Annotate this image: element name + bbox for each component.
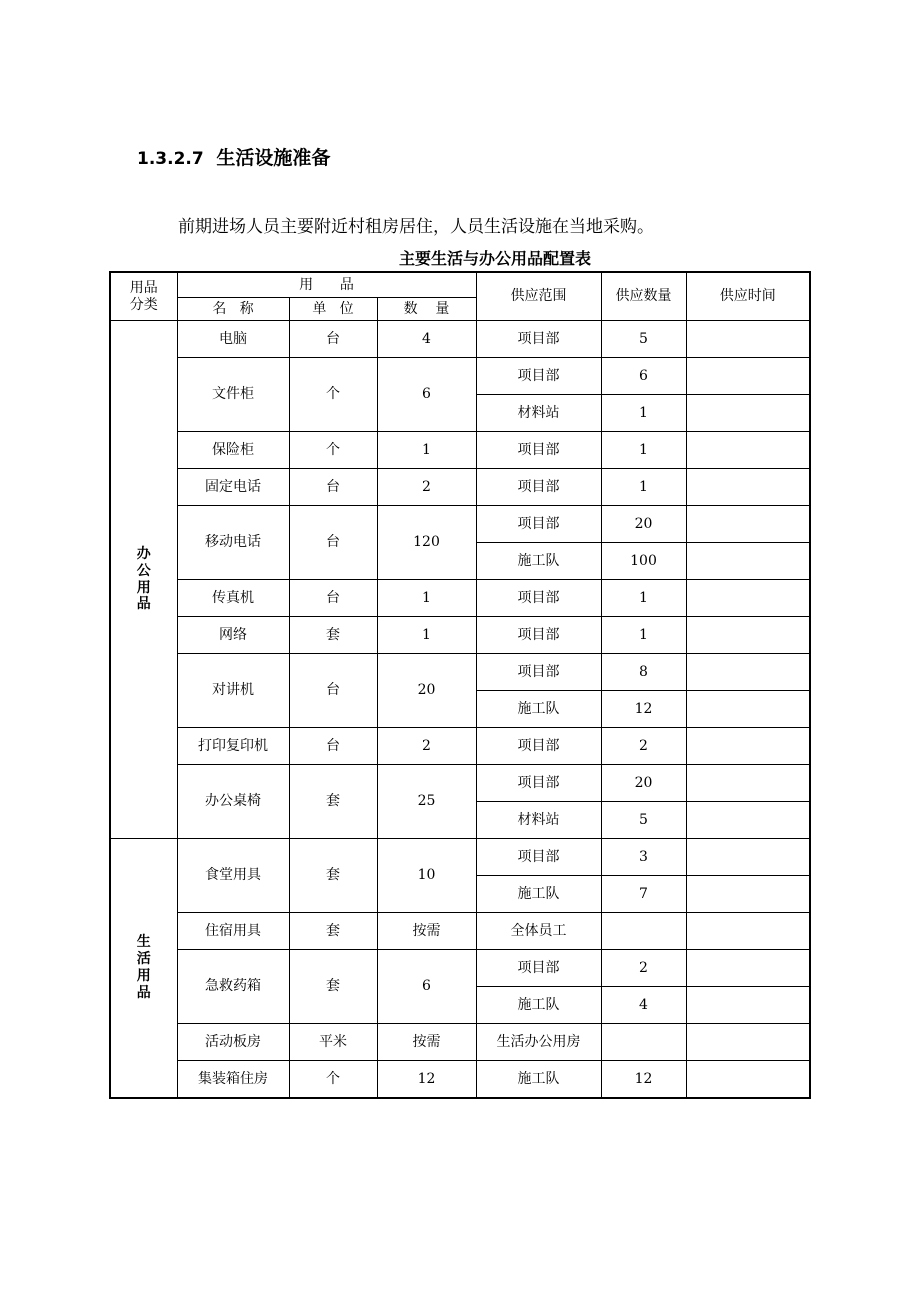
supply-count: 1 <box>601 432 686 469</box>
header-group: 用 品 <box>177 272 476 298</box>
supply-count: 20 <box>601 765 686 802</box>
supply-time <box>686 617 810 654</box>
item-qty: 20 <box>377 654 476 728</box>
item-name: 电脑 <box>177 321 289 358</box>
supply-scope: 项目部 <box>476 950 601 987</box>
supply-scope: 全体员工 <box>476 913 601 950</box>
category-label: 生 活 用 品 <box>136 934 151 1001</box>
item-qty: 25 <box>377 765 476 839</box>
table-caption: 主要生活与办公用品配置表 <box>398 249 591 268</box>
supply-count: 12 <box>601 1061 686 1099</box>
table-row <box>110 913 810 950</box>
item-qty: 按需 <box>377 1024 476 1061</box>
supply-scope: 项目部 <box>476 432 601 469</box>
supply-time <box>686 913 810 950</box>
supply-count: 3 <box>601 839 686 876</box>
supply-scope: 项目部 <box>476 839 601 876</box>
item-qty: 4 <box>377 321 476 358</box>
supply-time <box>686 358 810 395</box>
supply-count: 1 <box>601 580 686 617</box>
supply-time <box>686 432 810 469</box>
supply-scope: 项目部 <box>476 506 601 543</box>
item-name: 急救药箱 <box>177 950 289 1024</box>
item-unit: 台 <box>289 469 377 506</box>
supply-time <box>686 950 810 987</box>
header-supply-qty: 供应数量 <box>601 272 686 321</box>
table-row <box>110 765 810 802</box>
table-row <box>110 728 810 765</box>
item-name: 固定电话 <box>177 469 289 506</box>
supply-count: 2 <box>601 950 686 987</box>
item-unit: 台 <box>289 580 377 617</box>
item-unit: 台 <box>289 321 377 358</box>
item-qty: 120 <box>377 506 476 580</box>
header-supply-time: 供应时间 <box>686 272 810 321</box>
table-row <box>110 358 810 395</box>
supply-count: 20 <box>601 506 686 543</box>
item-qty: 1 <box>377 617 476 654</box>
supply-time <box>686 1024 810 1061</box>
supply-count: 5 <box>601 802 686 839</box>
supply-time <box>686 765 810 802</box>
table-row <box>110 839 810 876</box>
item-unit: 个 <box>289 358 377 432</box>
header-category <box>110 272 177 321</box>
supply-count: 1 <box>601 617 686 654</box>
supply-time <box>686 691 810 728</box>
supply-count: 100 <box>601 543 686 580</box>
item-unit: 套 <box>289 765 377 839</box>
item-unit: 套 <box>289 839 377 913</box>
supply-count: 4 <box>601 987 686 1024</box>
supply-time <box>686 839 810 876</box>
supply-scope: 项目部 <box>476 321 601 358</box>
item-name: 对讲机 <box>177 654 289 728</box>
supply-count: 6 <box>601 358 686 395</box>
supply-scope: 施工队 <box>476 1061 601 1099</box>
supply-scope: 项目部 <box>476 580 601 617</box>
item-unit: 套 <box>289 913 377 950</box>
item-qty: 6 <box>377 950 476 1024</box>
table-row <box>110 432 810 469</box>
table-row <box>110 580 810 617</box>
intro-paragraph: 前期进场人员主要附近村租房居住，人员生活设施在当地采购。 <box>178 217 654 237</box>
header-category-line1: 用品 <box>129 279 158 296</box>
header-scope: 供应范围 <box>476 272 601 321</box>
item-name: 办公桌椅 <box>177 765 289 839</box>
category-cell <box>110 839 177 1099</box>
item-qty: 1 <box>377 432 476 469</box>
table-row <box>110 321 810 358</box>
item-name: 网络 <box>177 617 289 654</box>
supply-count: 1 <box>601 469 686 506</box>
item-qty: 按需 <box>377 913 476 950</box>
supply-scope: 项目部 <box>476 617 601 654</box>
item-name: 保险柜 <box>177 432 289 469</box>
table-row <box>110 506 810 543</box>
supply-scope: 材料站 <box>476 802 601 839</box>
item-qty: 2 <box>377 469 476 506</box>
supply-scope: 生活办公用房 <box>476 1024 601 1061</box>
item-unit: 平米 <box>289 1024 377 1061</box>
item-qty: 2 <box>377 728 476 765</box>
supply-count: 8 <box>601 654 686 691</box>
category-label: 办 公 用 品 <box>136 545 151 613</box>
table-row <box>110 950 810 987</box>
supply-scope: 项目部 <box>476 358 601 395</box>
item-name: 活动板房 <box>177 1024 289 1061</box>
item-unit: 个 <box>289 432 377 469</box>
table-row <box>110 1024 810 1061</box>
supply-time <box>686 654 810 691</box>
item-unit: 台 <box>289 654 377 728</box>
supply-time <box>686 506 810 543</box>
supply-count: 12 <box>601 691 686 728</box>
item-name: 移动电话 <box>177 506 289 580</box>
supply-scope: 施工队 <box>476 691 601 728</box>
header-qty: 数 量 <box>377 298 476 321</box>
item-name: 食堂用具 <box>177 839 289 913</box>
category-cell <box>110 321 177 839</box>
item-unit: 台 <box>289 506 377 580</box>
header-category-line2: 分类 <box>129 296 158 313</box>
supply-time <box>686 987 810 1024</box>
supply-count: 1 <box>601 395 686 432</box>
supply-time <box>686 395 810 432</box>
item-name: 集装箱住房 <box>177 1061 289 1099</box>
supply-time <box>686 876 810 913</box>
table-row <box>110 617 810 654</box>
item-unit: 套 <box>289 950 377 1024</box>
supply-count: 7 <box>601 876 686 913</box>
item-unit: 套 <box>289 617 377 654</box>
supply-time <box>686 469 810 506</box>
supply-time <box>686 321 810 358</box>
supply-time <box>686 543 810 580</box>
header-name: 名 称 <box>177 298 289 321</box>
supply-scope: 施工队 <box>476 987 601 1024</box>
item-name: 文件柜 <box>177 358 289 432</box>
supply-time <box>686 580 810 617</box>
table-row <box>110 469 810 506</box>
supply-count: 5 <box>601 321 686 358</box>
supply-time <box>686 802 810 839</box>
supply-time <box>686 728 810 765</box>
header-unit: 单 位 <box>289 298 377 321</box>
item-qty: 12 <box>377 1061 476 1099</box>
supply-count: 2 <box>601 728 686 765</box>
supply-scope: 项目部 <box>476 765 601 802</box>
item-unit: 台 <box>289 728 377 765</box>
item-name: 传真机 <box>177 580 289 617</box>
supply-scope: 项目部 <box>476 469 601 506</box>
supply-time <box>686 1061 810 1099</box>
item-qty: 6 <box>377 358 476 432</box>
item-unit: 个 <box>289 1061 377 1099</box>
section-title: 生活设施准备 <box>216 147 331 169</box>
table-row <box>110 654 810 691</box>
supplies-table <box>109 271 811 1099</box>
item-name: 住宿用具 <box>177 913 289 950</box>
item-qty: 1 <box>377 580 476 617</box>
section-number: 1.3.2.7 <box>137 149 204 169</box>
section-heading <box>137 143 330 170</box>
supply-scope: 项目部 <box>476 654 601 691</box>
supply-scope: 项目部 <box>476 728 601 765</box>
supply-scope: 施工队 <box>476 543 601 580</box>
item-qty: 10 <box>377 839 476 913</box>
supply-scope: 材料站 <box>476 395 601 432</box>
supply-count <box>601 1024 686 1061</box>
table-row <box>110 1061 810 1099</box>
supply-count <box>601 913 686 950</box>
supply-scope: 施工队 <box>476 876 601 913</box>
item-name: 打印复印机 <box>177 728 289 765</box>
